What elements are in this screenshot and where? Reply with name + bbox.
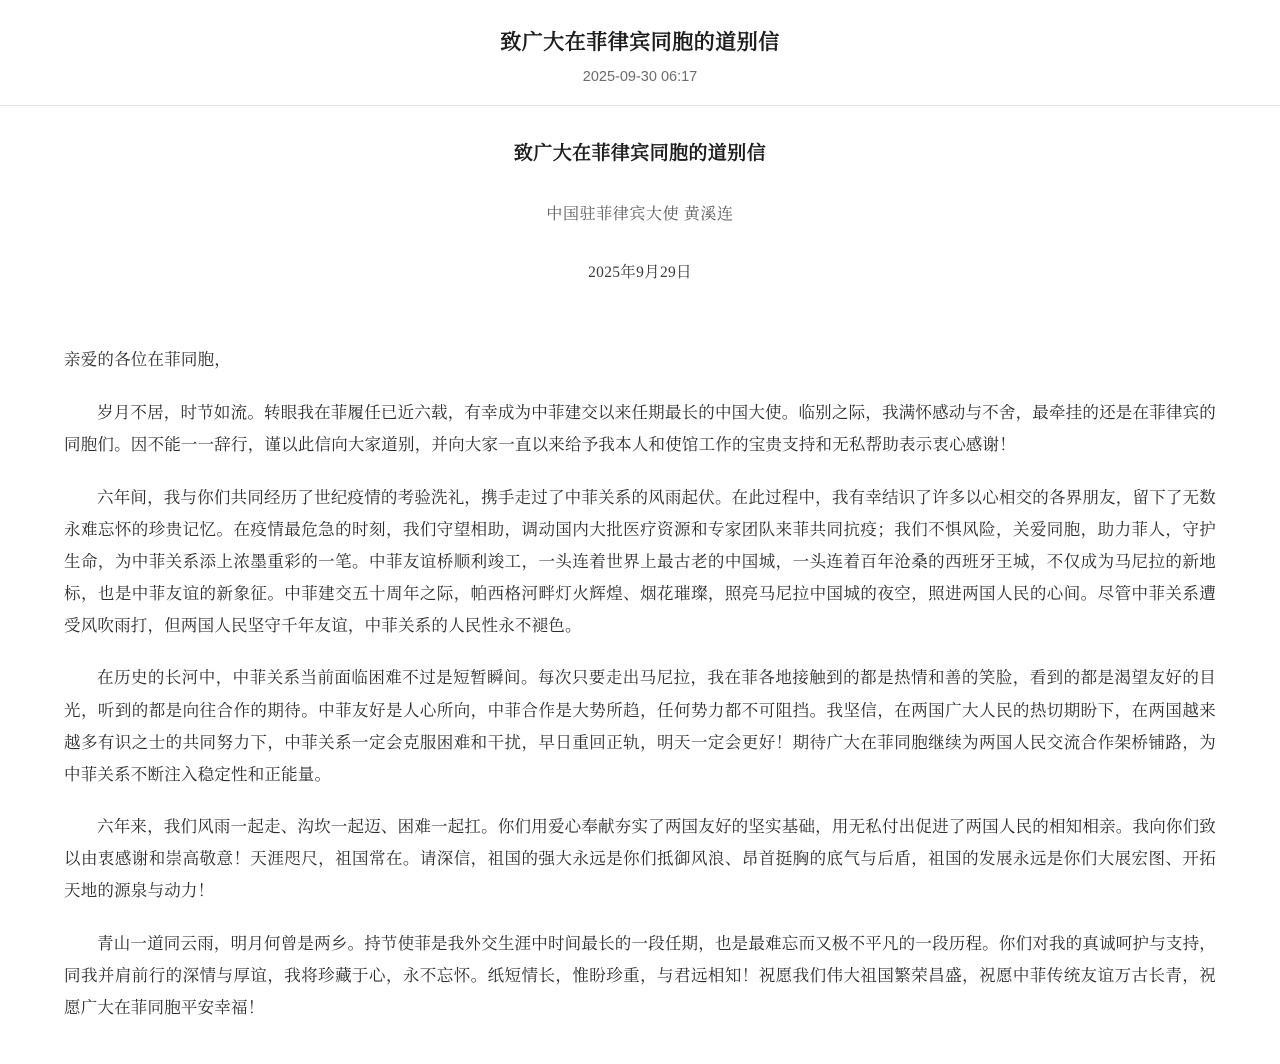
article-paragraph: 岁月不居，时节如流。转眼我在菲履任已近六载，有幸成为中菲建交以来任期最长的中国大使。临别之际，我满怀感动与不舍，最牵挂的还是在菲律宾的同胞们。因不能一一辞行，谨以此信向大家道别，并向大家一直以来给予我本人和使馆工作的宝贵支持和无私帮助表示衷心感谢！ [64, 403, 1216, 455]
article-paragraph: 在历史的长河中，中菲关系当前面临困难不过是短暂瞬间。每次只要走出马尼拉，我在菲各地接触到的都是热情和善的笑脸，看到的都是渴望友好的目光，听到的都是向往合作的期待。中菲友好是人心所向，中菲合作是大势所趋，任何势力都不可阻挡。我坚信，在两国广大人民的热切期盼下，在两国越来越多有识之士的共同努力下，中菲关系一定会克服困难和干扰，早日重回正轨，明天一定会更好！期待广大在菲同胞继续为两国人民交流合作架桥铺路，为中菲关系不断注入稳定性和正能量。 [64, 668, 1216, 784]
page-title: 致广大在菲律宾同胞的道别信 [500, 30, 780, 54]
article-title: 致广大在菲律宾同胞的道别信 [513, 143, 767, 165]
article-byline: 中国驻菲律宾大使 黄溪连 [546, 205, 734, 223]
document-header [0, 0, 1280, 106]
article-body [0, 106, 1280, 1064]
article-salutation: 亲爱的各位在菲同胞， [64, 349, 231, 369]
article-paragraph: 六年来，我们风雨一起走、沟坎一起迈、困难一起扛。你们用爱心奉献夯实了两国友好的坚实基础，用无私付出促进了两国人民的相知相亲。我向你们致以由衷感谢和崇高敬意！天涯咫尺，祖国常在。请深信，祖国的强大永远是你们抵御风浪、昂首挺胸的底气与后盾，祖国的发展永远是你们大展宏图、开拓天地的源泉与动力！ [64, 817, 1216, 901]
article-paragraph: 青山一道同云雨，明月何曾是两乡。持节使菲是我外交生涯中时间最长的一段任期，也是最难忘而又极不平凡的一段历程。你们对我的真诚呵护与支持，同我并肩前行的深情与厚谊，我将珍藏于心，永不忘怀。纸短情长，惟盼珍重，与君远相知！祝愿我们伟大祖国繁荣昌盛，祝愿中菲传统友谊万古长青，祝愿广大在菲同胞平安幸福！ [64, 933, 1216, 1017]
article-date: 2025年9月29日 [588, 263, 692, 281]
article-paragraph: 六年间，我与你们共同经历了世纪疫情的考验洗礼，携手走过了中菲关系的风雨起伏。在此过程中，我有幸结识了许多以心相交的各界朋友，留下了无数永难忘怀的珍贵记忆。在疫情最危急的时刻，我们守望相助，调动国内大批医疗资源和专家团队来菲共同抗疫；我们不惧风险，关爱同胞，助力菲人，守护生命，为中菲关系添上浓墨重彩的一笔。中菲友谊桥顺利竣工，一头连着世界上最古老的中国城，一头连着百年沧桑的西班牙王城，不仅成为马尼拉的新地标，也是中菲友谊的新象征。中菲建交五十周年之际，帕西格河畔灯火辉煌、烟花璀璨，照亮马尼拉中国城的夜空，照进两国人民的心间。尽管中菲关系遭受风吹雨打，但两国人民坚守千年友谊，中菲关系的人民性永不褪色。 [64, 487, 1216, 636]
publish-timestamp: 2025-09-30 06:17 [582, 69, 698, 86]
